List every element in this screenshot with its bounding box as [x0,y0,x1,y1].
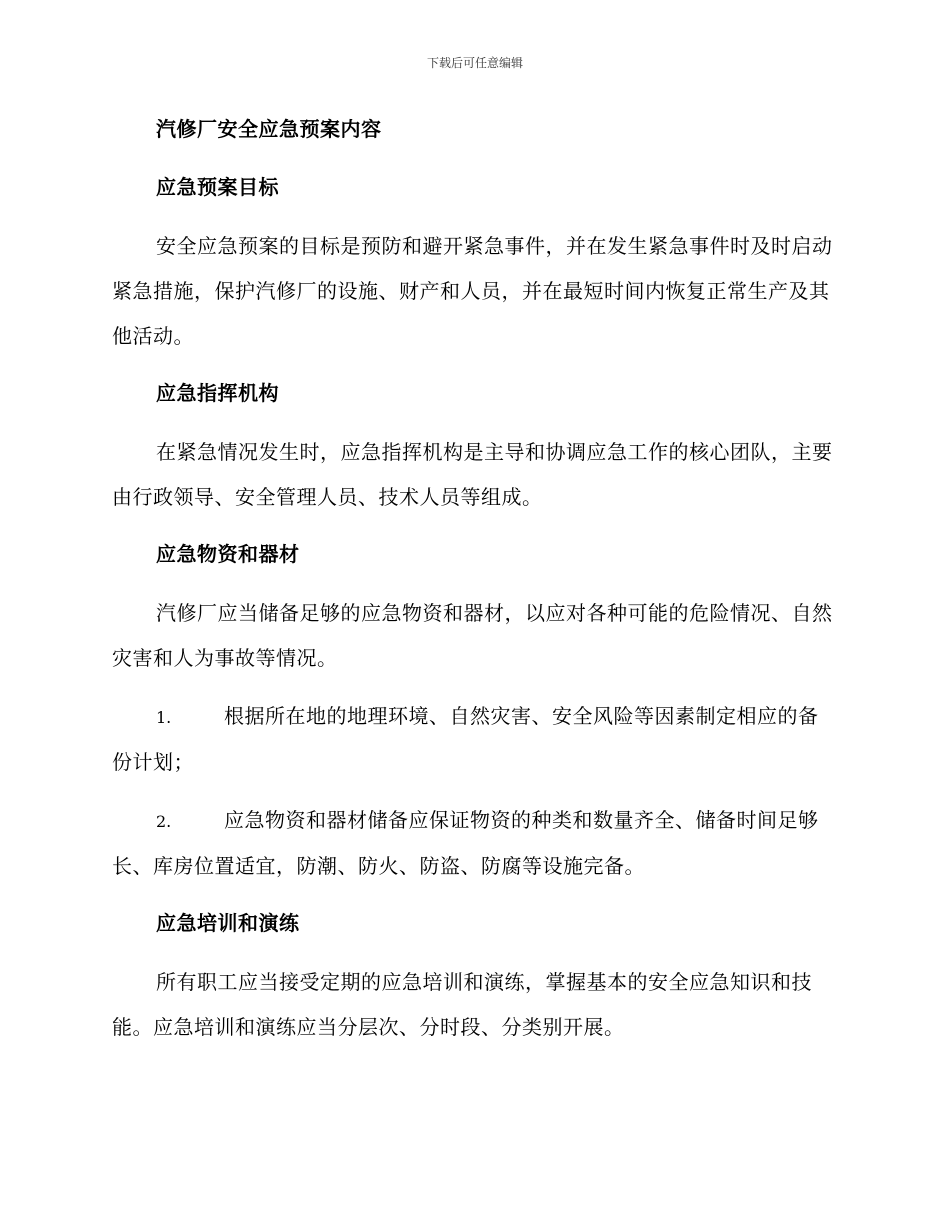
document-body [112,108,834,1063]
list-item [112,798,834,889]
section-body-command: 在紧急情况发生时，应急指挥机构是主导和协调应急工作的核心团队，主要由行政领导、安全管理人员、技术人员等组成。 [112,440,833,509]
section-heading-supplies: 应急物资和器材 [156,542,300,566]
list-item-text: 应急物资和器材储备应保证物资的种类和数量齐全、储备时间足够长、库房位置适宜，防潮、防火、防盗、防腐等设施完备。 [112,808,819,878]
section-body-objectives: 安全应急预案的目标是预防和避开紧急事件，并在发生紧急事件时及时启动紧急措施，保护汽修厂的设施、财产和人员，并在最短时间内恢复正常生产及其他活动。 [112,234,833,348]
section-heading-training: 应急培训和演练 [156,911,300,935]
section-body-supplies: 汽修厂应当储备足够的应急物资和器材，以应对各种可能的危险情况、自然灾害和人为事故等情况。 [112,601,833,670]
page-header: 下载后可任意编辑 [426,56,523,70]
section-heading-objectives: 应急预案目标 [156,175,279,199]
list-item [112,694,834,785]
list-item-number: 1. [156,708,172,727]
list-item-number: 2. [156,812,172,831]
document-title: 汽修厂安全应急预案内容 [156,117,382,141]
section-body-training: 所有职工应当接受定期的应急培训和演练，掌握基本的安全应急知识和技能。应急培训和演练应当分层次、分时段、分类别开展。 [112,970,812,1039]
list-item-text: 根据所在地的地理环境、自然灾害、安全风险等因素制定相应的备份计划； [112,704,819,774]
section-heading-command: 应急指挥机构 [156,381,279,405]
